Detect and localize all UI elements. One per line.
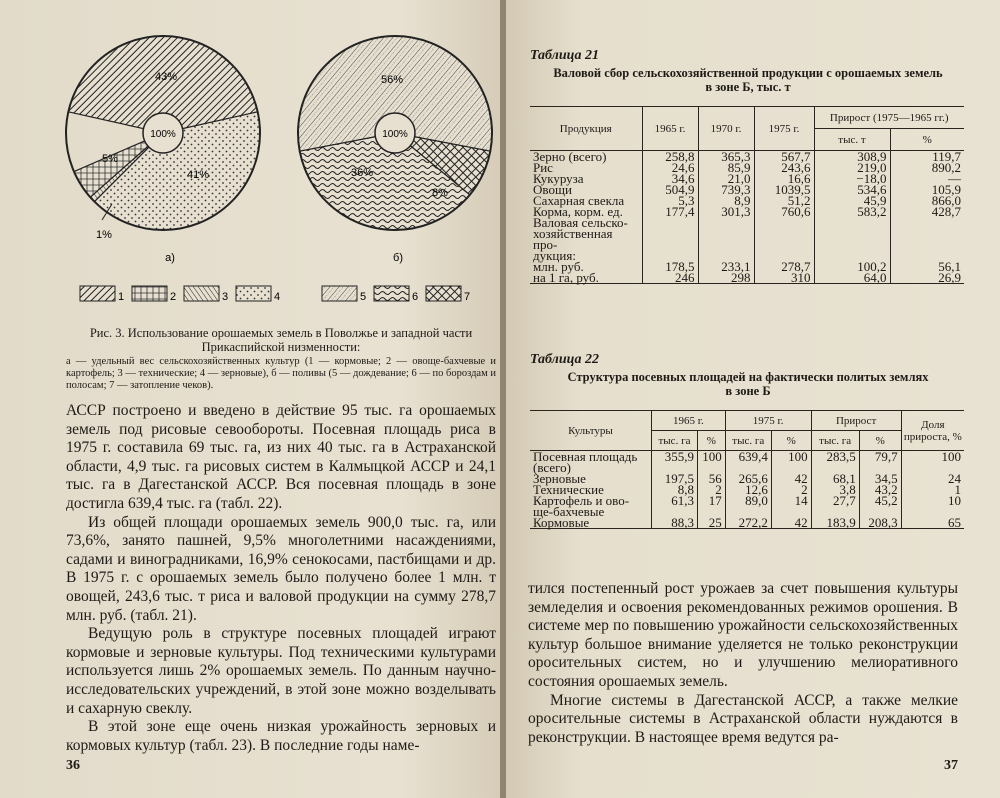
- table-cell: 8,8: [651, 484, 697, 495]
- table-cell: −18,0: [814, 173, 890, 184]
- table-22-label: Таблица 22: [530, 352, 599, 367]
- table-cell: 56: [698, 473, 726, 484]
- table-21-title-line-1: Валовой сбор сельскохозяйственной продукции с орошаемых земель: [553, 66, 943, 80]
- paragraph: В этой зоне еще очень низкая урожайность зерновых и кормовых культур (табл. 23). В последние годы наме-: [66, 718, 496, 754]
- table-cell: 65: [901, 517, 964, 529]
- table-cell: 89,0: [725, 495, 771, 506]
- table-21-label: Таблица 21: [530, 48, 599, 63]
- table-cell: 639,4: [725, 451, 771, 463]
- table-cell: [642, 228, 698, 250]
- row-label: Технические: [530, 484, 651, 495]
- legend-number-7: 7: [464, 291, 471, 303]
- table-cell: 1: [901, 484, 964, 495]
- table-cell: 265,6: [725, 473, 771, 484]
- row-label: Кукуруза: [530, 173, 642, 184]
- table-cell: 16,6: [754, 173, 814, 184]
- table-cell: 42: [771, 517, 811, 529]
- table-cell: 197,5: [651, 473, 697, 484]
- table-cell: 85,9: [698, 162, 754, 173]
- table-cell: 61,3: [651, 495, 697, 506]
- paragraph: Многие системы в Дагестанской АССР, а также мелкие оросительные системы в Астраханской области нуждаются в реконструкции. В настоящее время ведутся ра-: [528, 691, 958, 746]
- table-21-title-line-2: в зоне Б, тыс. т: [705, 80, 791, 94]
- paragraph: Ведущую роль в структуре посевных площадей играют кормовые и зерновые культуры. Под техническими культурами используется лишь 2% орошаемых земель. По данным научно-исследовательских учреждений, в этой зоне можно возделывать и сахарную свеклу.: [66, 625, 496, 717]
- table-cell: 34,6: [642, 173, 698, 184]
- col-header-pct-growth: %: [859, 431, 901, 451]
- col-header-share: Доля прироста, %: [901, 411, 964, 451]
- col-header-growth: Прирост: [811, 411, 901, 431]
- legend-number-3: 3: [222, 291, 229, 303]
- col-header-1965: 1965 г.: [642, 107, 698, 151]
- row-label: Сахарная свекла: [530, 195, 642, 206]
- table-cell: 51,2: [754, 195, 814, 206]
- legend-number-5: 5: [360, 291, 367, 303]
- pie-b-slice-label-2: 36%: [350, 167, 374, 179]
- table-row: [530, 228, 964, 250]
- table-cell: 45,2: [859, 495, 901, 506]
- table-cell: 428,7: [890, 206, 964, 217]
- row-label: Овощи: [530, 184, 642, 195]
- table-row: [530, 272, 964, 284]
- table-cell: 890,2: [890, 162, 964, 173]
- table-cell: 88,3: [651, 517, 697, 529]
- figure-caption: Рис. 3. Использование орошаемых земель в Поволжье и западной части Прикаспийской низменности:: [89, 326, 473, 354]
- table-cell: 79,7: [859, 451, 901, 463]
- page-number-left: 36: [66, 758, 80, 773]
- table-cell: 25: [698, 517, 726, 529]
- table-cell: 105,9: [890, 184, 964, 195]
- table-cell: 2: [771, 484, 811, 495]
- table-cell: 34,5: [859, 473, 901, 484]
- table-cell: 233,1: [698, 261, 754, 272]
- table-cell: 739,3: [698, 184, 754, 195]
- table-cell: 208,3: [859, 517, 901, 529]
- col-header-1975: 1975 г.: [754, 107, 814, 151]
- pie-a-slice-label-4: 1%: [96, 229, 112, 241]
- table-cell: 272,2: [725, 517, 771, 529]
- table-cell: 534,6: [814, 184, 890, 195]
- pie-a: [66, 36, 260, 264]
- table-cell: 246: [642, 272, 698, 284]
- page-number-right: 37: [944, 758, 958, 773]
- row-label: млн. руб.: [530, 261, 642, 272]
- col-header-growth: Прирост (1975—1965 гг.): [814, 107, 964, 129]
- pie-a-label: а): [165, 252, 175, 264]
- table-cell: 24: [901, 473, 964, 484]
- table-cell: [814, 228, 890, 250]
- table-cell: 43,2: [859, 484, 901, 495]
- legend-number-2: 2: [170, 291, 177, 303]
- legend-number-1: 1: [118, 291, 125, 303]
- table-cell: 27,7: [811, 495, 859, 506]
- row-label: на 1 га, руб.: [530, 272, 642, 284]
- table-cell: [754, 228, 814, 250]
- table-cell: 45,9: [814, 195, 890, 206]
- row-label: Корма, корм. ед.: [530, 206, 642, 217]
- col-header-product: Продукция: [530, 107, 642, 151]
- table-cell: 56,1: [890, 261, 964, 272]
- table-cell: 243,6: [754, 162, 814, 173]
- table-cell: 583,2: [814, 206, 890, 217]
- table-cell: 5,3: [642, 195, 698, 206]
- table-cell: 365,3: [698, 151, 754, 163]
- row-label: хозяйственная про-: [530, 228, 642, 250]
- col-header-ha-1965: тыс. га: [651, 431, 697, 451]
- table-21-body: [530, 151, 964, 284]
- row-label: Кормовые: [530, 517, 651, 529]
- row-label: Картофель и ово-: [530, 495, 651, 506]
- table-cell: —: [890, 173, 964, 184]
- table-cell: 17: [698, 495, 726, 506]
- paragraph: тился постепенный рост урожаев за счет повышения культуры земледелия и освоения рекомендованных режимов орошения. В системе мер по повышению урожайности сельскохозяйственных культур большое внимание уделяется не только реконструкции оросительных систем, но и улучшению мелиоративного состояния орошаемых земель.: [528, 580, 958, 690]
- table-22: [530, 410, 964, 529]
- table-cell: 283,5: [811, 451, 859, 463]
- pie-b-center-label: 100%: [382, 129, 408, 140]
- table-cell: 219,0: [814, 162, 890, 173]
- table-cell: 183,9: [811, 517, 859, 529]
- table-cell: 42: [771, 473, 811, 484]
- right-body-text: [528, 580, 958, 747]
- right-page: [506, 0, 1000, 798]
- pie-b-slice-label-1: 56%: [380, 74, 404, 86]
- table-row: [530, 451, 964, 463]
- col-header-ha-growth: тыс. га: [811, 431, 859, 451]
- table-cell: 14: [771, 495, 811, 506]
- figure-legend: [80, 286, 470, 303]
- figure-legend-text: а — удельный вес сельскохозяйственных культур (1 — кормовые; 2 — овоще-бахчевые и картофель; 3 — технические; 4 — зерновые), б — поливы (5 — дождевание; 6 — по бороздам и полосам; 7 — затопление чеков).: [66, 356, 496, 391]
- table-cell: 100: [901, 451, 964, 463]
- row-label: ще-бахчевые: [530, 506, 651, 517]
- table-cell: 178,5: [642, 261, 698, 272]
- table-cell: [890, 228, 964, 250]
- table-cell: 119,7: [890, 151, 964, 163]
- pie-b-label: б): [393, 252, 403, 264]
- legend-number-4: 4: [274, 291, 281, 303]
- left-body-text: [66, 402, 496, 755]
- table-22-title: [528, 370, 968, 398]
- table-cell: 567,7: [754, 151, 814, 163]
- table-cell: 100: [771, 451, 811, 463]
- col-header-crops: Культуры: [530, 411, 651, 451]
- paragraph: АССР построено и введено в действие 95 тыс. га орошаемых земель под рисовые севообороты. Посевная площадь риса в 1975 г. составила 69 тыс. га, из них 40 тыс. га в Астраханской области, 4,9 тыс. га рисовых систем в Калмыцкой АССР и 24,1 тыс. га в Дагестанской АССР. Вся посевная площадь в зоне достигла 639,4 тыс. га (табл. 22).: [66, 402, 496, 512]
- row-label: Зерновые: [530, 473, 651, 484]
- table-cell: 355,9: [651, 451, 697, 463]
- pie-a-center-label: 100%: [150, 129, 176, 140]
- table-cell: 1039,5: [754, 184, 814, 195]
- table-cell: 26,9: [890, 272, 964, 284]
- legend-number-6: 6: [412, 291, 419, 303]
- table-cell: 278,7: [754, 261, 814, 272]
- table-cell: 308,9: [814, 151, 890, 163]
- table-22-body: [530, 451, 964, 529]
- row-label: Валовая сельско-: [530, 217, 642, 228]
- table-cell: 64,0: [814, 272, 890, 284]
- col-header-1965: 1965 г.: [651, 411, 725, 431]
- table-22-title-line-1: Структура посевных площадей на фактически политых землях: [567, 370, 929, 384]
- table-cell: 8,9: [698, 195, 754, 206]
- table-cell: 10: [901, 495, 964, 506]
- table-cell: 310: [754, 272, 814, 284]
- pie-charts-figure: [60, 20, 500, 320]
- pie-b-slice-label-3: 8%: [432, 187, 448, 199]
- row-label: Рис: [530, 162, 642, 173]
- table-cell: 100: [698, 451, 726, 463]
- table-cell: 258,8: [642, 151, 698, 163]
- table-cell: 301,3: [698, 206, 754, 217]
- pie-a-slice-label-2: 5%: [102, 153, 118, 165]
- col-header-1975: 1975 г.: [725, 411, 811, 431]
- table-cell: 100,2: [814, 261, 890, 272]
- table-cell: 21,0: [698, 173, 754, 184]
- pie-a-slice-label-3: 41%: [186, 169, 210, 181]
- pie-a-slice-label-1: 43%: [154, 71, 178, 83]
- table-21: [530, 106, 964, 284]
- table-21-title: [528, 66, 968, 94]
- table-cell: 3,8: [811, 484, 859, 495]
- table-22-title-line-2: в зоне Б: [725, 384, 771, 398]
- col-header-ha-1975: тыс. га: [725, 431, 771, 451]
- col-header-pct: %: [890, 129, 964, 151]
- table-cell: 2: [698, 484, 726, 495]
- row-label: дукция:: [530, 250, 642, 261]
- paragraph: Из общей площади орошаемых земель 900,0 тыс. га, или 73,6%, занято пашней, 9,5% многолетними насаждениями, садами и виноградниками, 16,9% сенокосами, пастбищами и др. В 1975 г. с орошаемых земель было получено более 1 млн. т овощей, 243,6 тыс. т риса и валовой продукции на сумму 278,7 млн. руб. (табл. 21).: [66, 513, 496, 624]
- table-cell: 866,0: [890, 195, 964, 206]
- table-cell: 68,1: [811, 473, 859, 484]
- row-label: Зерно (всего): [530, 151, 642, 163]
- row-label: (всего): [530, 462, 651, 473]
- pie-b: [298, 36, 492, 264]
- table-cell: [698, 228, 754, 250]
- table-cell: 24,6: [642, 162, 698, 173]
- table-cell: 177,4: [642, 206, 698, 217]
- col-header-pct-1975: %: [771, 431, 811, 451]
- col-header-pct-1965: %: [698, 431, 726, 451]
- table-cell: 504,9: [642, 184, 698, 195]
- table-cell: 760,6: [754, 206, 814, 217]
- col-header-abs: тыс. т: [814, 129, 890, 151]
- table-cell: 12,6: [725, 484, 771, 495]
- row-label: Посевная площадь: [530, 451, 651, 463]
- table-cell: 298: [698, 272, 754, 284]
- col-header-1970: 1970 г.: [698, 107, 754, 151]
